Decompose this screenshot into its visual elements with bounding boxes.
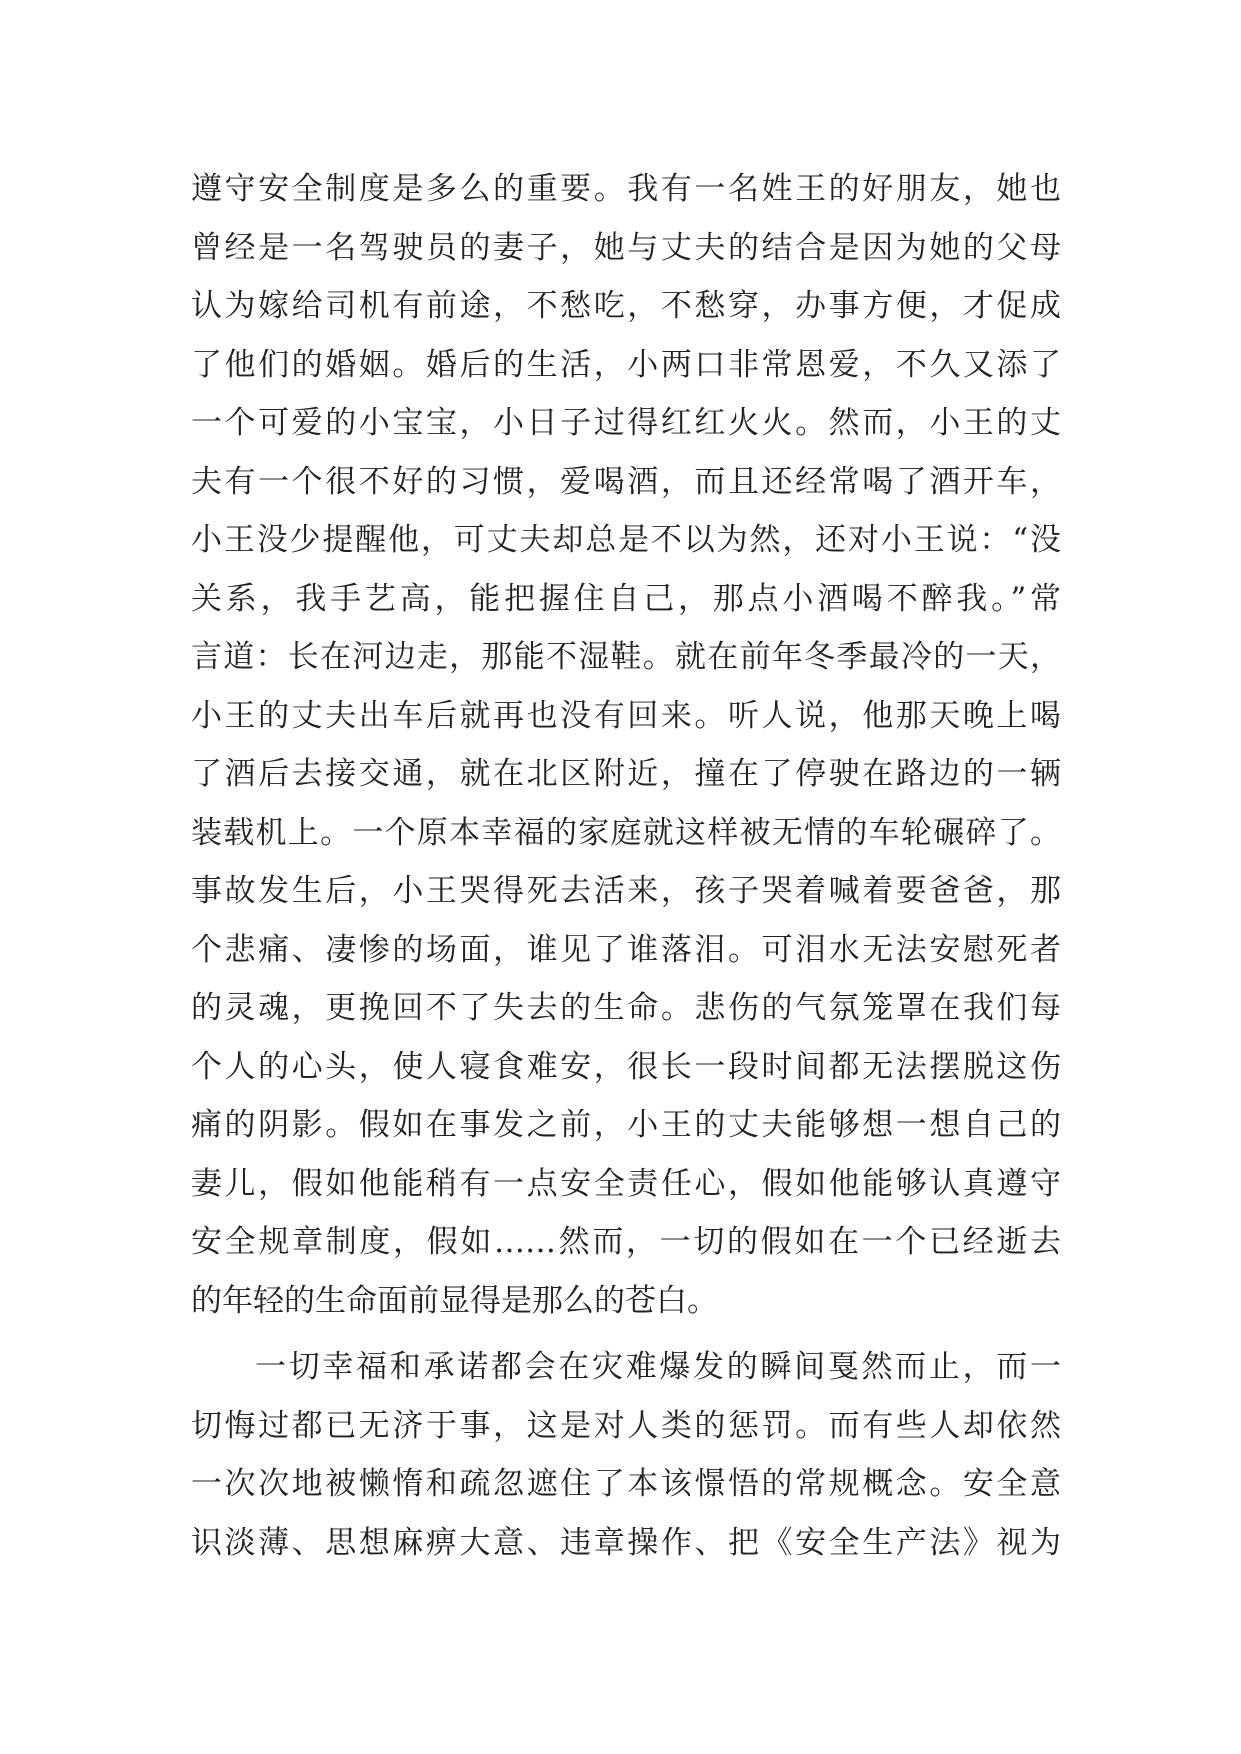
text-line: 个悲痛、凄惨的场面，谁见了谁落泪。可泪水无法安慰死者: [191, 931, 1061, 968]
text-line: 小王的丈夫出车后就再也没有回来。听人说，他那天晚上喝: [191, 697, 1061, 734]
text-line: 的灵魂，更挽回不了失去的生命。悲伤的气氛笼罩在我们每: [191, 990, 1061, 1026]
text-line: 认为嫁给司机有前途，不愁吃，不愁穿，办事方便，才促成: [191, 288, 1061, 324]
text-line: 装载机上。一个原本幸福的家庭就这样被无情的车轮碾碎了。: [191, 814, 1061, 851]
text-line: 曾经是一名驾驶员的妻子，她与丈夫的结合是因为她的父母: [191, 229, 1061, 266]
text-line: 妻儿，假如他能稍有一点安全责任心，假如他能够认真遵守: [191, 1165, 1061, 1202]
text-line: 了他们的婚姻。婚后的生活，小两口非常恩爱，不久又添了: [191, 346, 1061, 383]
text-line: 识淡薄、思想麻痹大意、违章操作、把《安全生产法》视为: [191, 1524, 1061, 1561]
text-line: 一次次地被懒惰和疏忽遮住了本该憬悟的常规概念。安全意: [191, 1466, 1061, 1502]
text-line: 关系，我手艺高，能把握住自己，那点小酒喝不醉我。”常: [191, 580, 1061, 617]
text-line: 了酒后去接交通，就在北区附近，撞在了停驶在路边的一辆: [191, 756, 1061, 792]
paragraph-2: [191, 1338, 1061, 1572]
text-line: 言道：长在河边走，那能不湿鞋。就在前年冬季最冷的一天，: [191, 639, 1061, 675]
text-line: 事故发生后，小王哭得死去活来，孩子哭着喊着要爸爸，那: [191, 873, 1061, 909]
text-line: 一个可爱的小宝宝，小日子过得红红火火。然而，小王的丈: [191, 405, 1061, 441]
text-line: 一切幸福和承诺都会在灾难爆发的瞬间戛然而止，而一: [255, 1349, 1061, 1385]
text-line: 的年轻的生命面前显得是那么的苍白。: [191, 1282, 718, 1319]
body-text: [191, 160, 1061, 1572]
text-line: 个人的心头，使人寝食难安，很长一段时间都无法摆脱这伤: [191, 1048, 1061, 1085]
paragraph-1: [191, 160, 1061, 1330]
paragraph-gap: [191, 1330, 1061, 1338]
text-line: 安全规章制度，假如……然而，一切的假如在一个已经逝去: [191, 1224, 1061, 1260]
text-line: 小王没少提醒他，可丈夫却总是不以为然，还对小王说：“没: [191, 522, 1061, 558]
text-line: 遵守安全制度是多么的重要。我有一名姓王的好朋友，她也: [191, 171, 1061, 207]
text-line: 夫有一个很不好的习惯，爱喝酒，而且还经常喝了酒开车，: [191, 463, 1061, 500]
text-line: 切悔过都已无济于事，这是对人类的惩罚。而有些人却依然: [191, 1407, 1061, 1444]
text-line: 痛的阴影。假如在事发之前，小王的丈夫能够想一想自己的: [191, 1107, 1061, 1143]
